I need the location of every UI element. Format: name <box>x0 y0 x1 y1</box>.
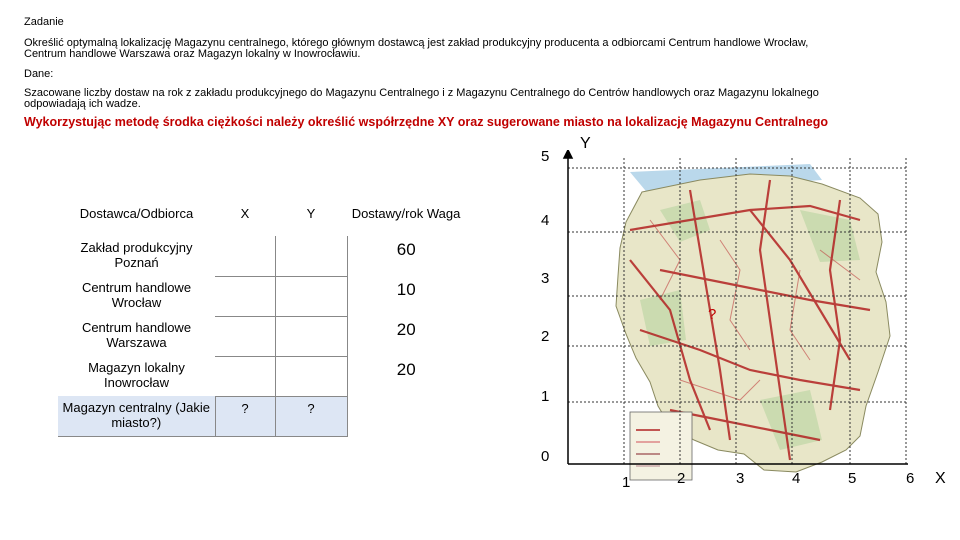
row-name: Zakład produkcyjny Poznań <box>80 240 193 270</box>
row-x <box>215 356 275 396</box>
header-y: Y <box>306 206 316 221</box>
table-row <box>58 316 465 356</box>
row-weight: 20 <box>396 320 416 339</box>
unknown-location-marker: ? <box>708 306 717 323</box>
y-axis-label: Y <box>580 135 591 152</box>
row-name: Magazyn lokalny Inowrocław <box>88 360 185 390</box>
x-tick-6: 6 <box>906 470 915 487</box>
slide-heading: Zadanie <box>24 16 64 28</box>
row-weight <box>347 396 465 436</box>
header-x: X <box>240 206 250 221</box>
row-name: Centrum handlowe Warszawa <box>81 320 192 350</box>
row-x <box>215 236 275 276</box>
y-tick-4: 4 <box>541 212 550 229</box>
table-row <box>58 356 465 396</box>
y-tick-0: 0 <box>541 448 550 465</box>
y-tick-1: 1 <box>541 388 550 405</box>
row-y <box>275 276 347 316</box>
poland-map-grid <box>560 150 930 500</box>
x-tick-4: 4 <box>792 470 801 487</box>
row-y <box>275 316 347 356</box>
row-x: ? <box>215 396 275 436</box>
row-y <box>275 356 347 396</box>
instruction-text: Wykorzystując metodę środka ciężkości należy określić współrzędne XY oraz sugerowane miasto na lokalizację Magazynu Centralnego <box>24 115 828 129</box>
y-tick-5: 5 <box>541 148 550 165</box>
x-tick-5: 5 <box>848 470 857 487</box>
given-description: Szacowane liczby dostaw na rok z zakładu produkcyjnego do Magazynu Centralnego i z Magazynu Centralnego do Centrów handlowych oraz Magazynu lokalnego odpowiadają ich wadze. <box>24 87 819 110</box>
header-supplier: Dostawca/Odbiorca <box>79 206 194 221</box>
row-x <box>215 316 275 356</box>
x-axis-label: X <box>935 470 946 487</box>
header-weight: Dostawy/rok Waga <box>351 206 461 221</box>
y-tick-3: 3 <box>541 270 550 287</box>
row-weight: 10 <box>396 280 416 299</box>
table-row <box>58 276 465 316</box>
x-tick-3: 3 <box>736 470 745 487</box>
task-description: Określić optymalną lokalizację Magazynu centralnego, którego głównym dostawcą jest zakład produkcyjny producenta a odbiorcami Centrum handlowe Wrocław, Centrum handlowe Warszawa oraz Magazyn lokalny w Inowrocławiu. <box>24 37 809 60</box>
y-axis-arrow <box>564 150 572 158</box>
table-header-row <box>58 194 465 236</box>
row-name: Magazyn centralny (Jakie miasto?) <box>58 396 215 436</box>
table-row-central <box>58 396 465 436</box>
row-y: ? <box>275 396 347 436</box>
y-tick-2: 2 <box>541 328 550 345</box>
row-weight: 60 <box>396 240 416 259</box>
row-name: Centrum handlowe Wrocław <box>81 280 192 310</box>
row-x <box>215 276 275 316</box>
data-table <box>58 194 465 437</box>
row-weight: 20 <box>396 360 416 379</box>
given-label: Dane: <box>24 68 54 80</box>
x-tick-1: 1 <box>622 474 631 491</box>
x-tick-2: 2 <box>677 470 686 487</box>
table-row <box>58 236 465 276</box>
row-y <box>275 236 347 276</box>
